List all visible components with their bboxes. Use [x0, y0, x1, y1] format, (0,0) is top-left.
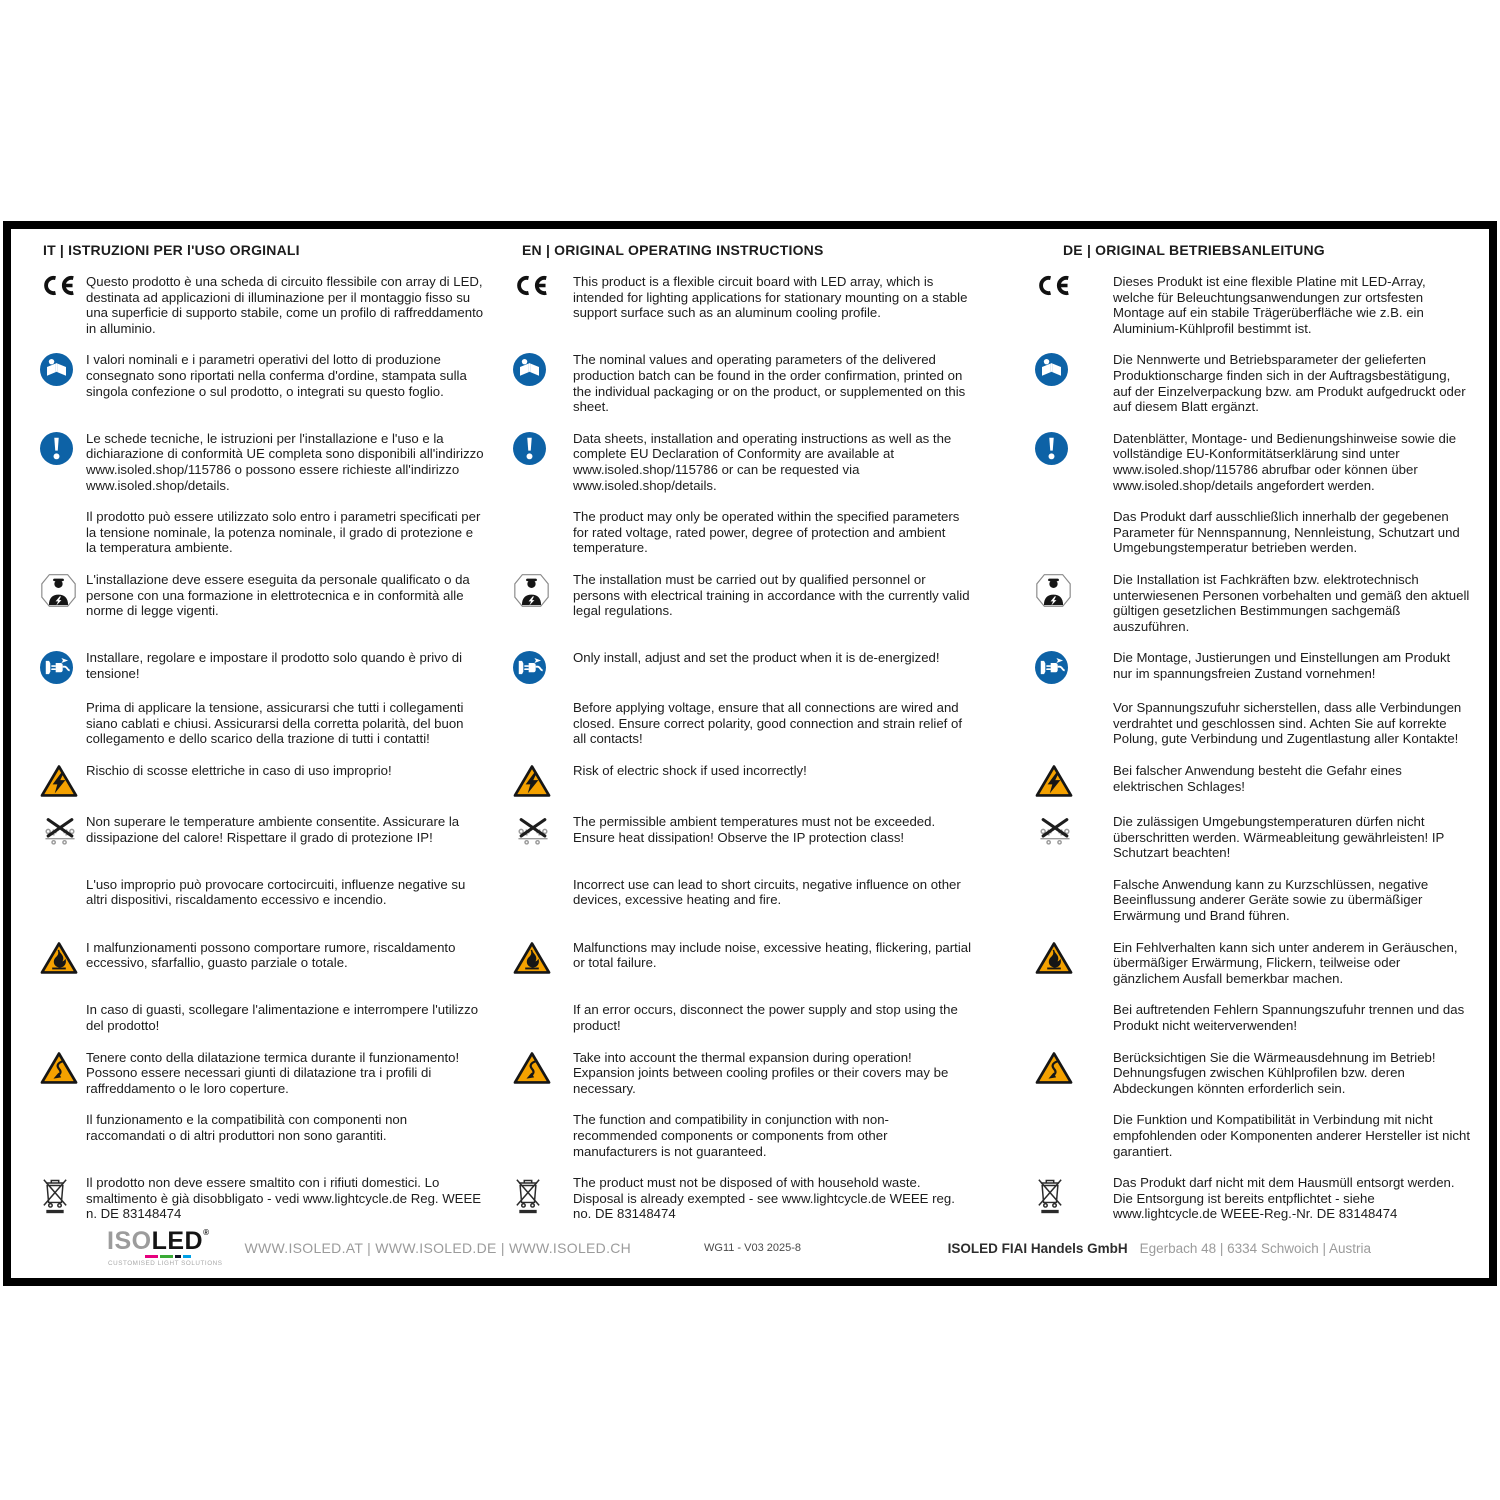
disconnect-plug-icon	[985, 650, 1113, 684]
paragraph-en: The product may only be operated within the specified parameters for rated voltage, rated power, degree of protection and ambient temperature.	[573, 509, 960, 556]
attention-icon	[985, 431, 1113, 493]
instructions-grid	[40, 242, 1470, 1222]
paragraph-de: Berücksichtigen Sie die Wärmeausdehnung im Betrieb! Dehnungsfugen zwischen Kühlprofilen bzw. deren Abdeckungen könnten erforderlich sein.	[1113, 1049, 1436, 1096]
fire-warning-icon	[40, 940, 86, 987]
column-header-it: IT | ISTRUZIONI PER l'USO ORGINALI	[43, 242, 300, 258]
paragraph-it: Il prodotto può essere utilizzato solo entro i parametri specificati per la tensione nominale, la potenza nominale, il grado di protezione e la temperatura ambiente.	[86, 509, 481, 556]
registered-mark: ®	[203, 1227, 210, 1237]
electric-shock-warning-icon	[513, 763, 573, 798]
icon-spacer	[40, 1112, 86, 1159]
document-number: WG11 - V03 2025-8	[704, 1242, 802, 1254]
isoled-logo	[107, 1226, 223, 1267]
paragraph-en: Only install, adjust and set the product when it is de-energized!	[573, 650, 940, 666]
ambient-temperature-icon	[40, 814, 86, 861]
paragraph-en: Take into account the thermal expansion during operation! Expansion joints between cooling profiles or their covers may be necessary.	[573, 1049, 949, 1096]
paragraph-it: L'uso improprio può provocare cortocircuiti, influenze negative su altri dispositivi, riscaldamento eccessivo e incendio.	[86, 876, 466, 908]
icon-spacer	[513, 1002, 573, 1033]
disconnect-plug-icon	[513, 650, 573, 684]
isoled-logo-wordmark	[107, 1226, 222, 1255]
paragraph-de: Falsche Anwendung kann zu Kurzschlüssen, negative Beeinflussung anderer Geräte sowie zu übermäßiger Erwärmung und Brand führen.	[1113, 876, 1429, 924]
weee-bin-icon	[513, 1175, 573, 1222]
thermal-expansion-warning-icon	[985, 1050, 1113, 1097]
paragraph-en: The permissible ambient temperatures must not be exceeded. Ensure heat dissipation! Observe the IP protection class!	[573, 814, 936, 845]
paragraph-en: Risk of electric shock if used incorrectly!	[573, 763, 807, 779]
ambient-temperature-icon	[985, 814, 1113, 861]
paragraph-it: Il prodotto non deve essere smaltito con i rifiuti domestici. Lo smaltimento è già disobbligato - vedi www.lightcycle.de Reg. WEEE n. DE 83148474	[86, 1175, 482, 1222]
paragraph-it: Installare, regolare e impostare il prodotto solo quando è privo di tensione!	[86, 650, 463, 681]
footer-websites: WWW.ISOLED.AT | WWW.ISOLED.DE | WWW.ISOLED.CH	[244, 1240, 632, 1256]
read-manual-icon	[985, 352, 1113, 414]
paragraph-en: The nominal values and operating parameters of the delivered production batch can be found in the order confirmation, printed on the individual packaging or on the product, or supplemented on this sheet.	[573, 352, 966, 415]
paragraph-it: Le schede tecniche, le istruzioni per l'installazione e l'uso e la dichiarazione di conformità UE completa sono disponibili all'indirizzo www.isoled.shop/115786 o possono essere richieste all'indirizzo www.isoled.shop/details.	[86, 430, 484, 493]
weee-bin-icon	[40, 1175, 86, 1222]
paragraph-it: L'installazione deve essere eseguita da personale qualificato o da persone con una formazione in elettrotecnica e in conformità alle norme di legge vigenti.	[86, 571, 470, 619]
paragraph-it: Prima di applicare la tensione, assicurarsi che tutti i collegamenti siano cablati e chiusi. Assicurarsi della corretta polarità, del buon collegamento e dello scarico della trazione di tutti i contatti!	[86, 700, 464, 747]
attention-icon	[40, 431, 86, 493]
paragraph-de: Die Nennwerte und Betriebsparameter der gelieferten Produktionscharge finden sich in der Auftragsbestätigung, auf der Einzelverpackung bzw. am Produkt aufgedruckt oder auf diesem Blatt ergänzt.	[1113, 352, 1466, 415]
paragraph-de: Ein Fehlverhalten kann sich unter anderem in Geräuschen, übermäßiger Erwärmung, Flickern, teilweise oder gänzlichem Ausfall bemerkbar machen.	[1113, 939, 1458, 986]
company-info	[948, 1241, 1371, 1256]
logo-subtitle: CUSTOMISED LIGHT SOLUTIONS	[108, 1259, 223, 1267]
company-address: Egerbach 48 | 6334 Schwoich | Austria	[1139, 1240, 1371, 1256]
paragraph-de: Vor Spannungszufuhr sicherstellen, dass alle Verbindungen verdrahtet und geschlossen sind. Achten Sie auf korrekte Polung, gute Verbindung und Zugentlastung aller Kontakte!	[1113, 700, 1462, 747]
electrician-icon	[40, 572, 86, 634]
paragraph-it: I malfunzionamenti possono comportare rumore, riscaldamento eccessivo, sfarfallio, guasto parziale o totale.	[86, 939, 456, 971]
icon-spacer	[985, 1112, 1113, 1159]
paragraph-en: Before applying voltage, ensure that all connections are wired and closed. Ensure correct polarity, good connection and strain relief of all contacts!	[573, 700, 962, 747]
icon-spacer	[40, 509, 86, 556]
paragraph-en: The function and compatibility in conjunction with non-recommended components or components from other manufacturers is not guaranteed.	[573, 1112, 889, 1159]
paragraph-de: Bei auftretenden Fehlern Spannungszufuhr trennen und das Produkt nicht weiterverwenden!	[1113, 1002, 1465, 1033]
logo-bar-blue	[183, 1255, 191, 1258]
paragraph-de: Das Produkt darf nicht mit dem Hausmüll entsorgt werden. Die Entsorgung ist bereits entpflichtet - siehe www.lightcycle.de WEEE-Reg.-Nr. DE 83148474	[1113, 1175, 1455, 1222]
logo-led-text: LED	[151, 1226, 204, 1255]
logo-bar-pink	[145, 1255, 158, 1258]
paragraph-de: Die Montage, Justierungen und Einstellungen am Produkt nur im spannungsfreien Zustand vornehmen!	[1113, 650, 1451, 681]
logo-iso-text: ISO	[107, 1226, 152, 1255]
paragraph-it: Questo prodotto è una scheda di circuito flessibile con array di LED, destinata ad applicazioni di illuminazione per il montaggio fisso su una superficie di supporto stabile, come un profilo di raffreddamento in alluminio.	[86, 274, 484, 336]
column-header-en: EN | ORIGINAL OPERATING INSTRUCTIONS	[522, 242, 824, 258]
read-manual-icon	[40, 352, 86, 414]
ce-mark-icon	[513, 274, 573, 336]
logo-bar-green	[160, 1255, 173, 1258]
paragraph-en: The product must not be disposed of with household waste. Disposal is already exempted - see www.lightcycle.de WEEE reg. no. DE 83148474	[573, 1175, 955, 1222]
ce-mark-icon	[40, 274, 86, 336]
thermal-expansion-warning-icon	[40, 1050, 86, 1097]
paragraph-en: Malfunctions may include noise, excessive heating, flickering, partial or total failure.	[573, 939, 972, 971]
paragraph-en: If an error occurs, disconnect the power supply and stop using the product!	[573, 1002, 958, 1033]
weee-bin-icon	[985, 1175, 1113, 1222]
disconnect-plug-icon	[40, 650, 86, 684]
page-frame	[3, 221, 1497, 1286]
icon-spacer	[985, 700, 1113, 747]
fire-warning-icon	[985, 940, 1113, 987]
paragraph-de: Das Produkt darf ausschließlich innerhalb der gegebenen Parameter für Nennspannung, Nennleistung, Schutzart und Umgebungstemperatur betrieben werden.	[1113, 509, 1460, 556]
icon-spacer	[513, 877, 573, 924]
electric-shock-warning-icon	[40, 763, 86, 798]
icon-spacer	[985, 877, 1113, 924]
column-header-de: DE | ORIGINAL BETRIEBSANLEITUNG	[1063, 242, 1325, 258]
paragraph-de: Die Funktion und Kompatibilität in Verbindung mit nicht empfohlenden oder Komponenten anderer Hersteller ist nicht garantiert.	[1113, 1112, 1471, 1159]
attention-icon	[513, 431, 573, 493]
icon-spacer	[40, 1002, 86, 1033]
paragraph-it: In caso di guasti, scollegare l'alimentazione e interrompere l'utilizzo del prodotto!	[86, 1002, 479, 1033]
paragraph-it: Non superare le temperature ambiente consentite. Assicurare la dissipazione del calore! Rispettare il grado di protezione IP!	[86, 814, 460, 845]
read-manual-icon	[513, 352, 573, 414]
electrician-icon	[513, 572, 573, 634]
icon-spacer	[513, 1112, 573, 1159]
company-name: ISOLED FIAI Handels GmbH	[947, 1240, 1128, 1256]
ambient-temperature-icon	[513, 814, 573, 861]
paragraph-it: Tenere conto della dilatazione termica durante il funzionamento! Possono essere necessari giunti di dilatazione tra i profili di raffreddamento o le loro coperture.	[86, 1049, 460, 1096]
icon-spacer	[513, 509, 573, 556]
footer	[107, 1224, 1371, 1272]
icon-spacer	[513, 700, 573, 747]
paragraph-en: Data sheets, installation and operating instructions as well as the complete EU Declaration of Conformity are available at www.isoled.shop/115786 or can be requested via www.isoled.shop/details.	[573, 430, 952, 493]
paragraph-it: Rischio di scosse elettriche in caso di uso improprio!	[86, 763, 392, 779]
paragraph-en: Incorrect use can lead to short circuits, negative influence on other devices, excessive heating and fire.	[573, 876, 961, 908]
icon-spacer	[985, 1002, 1113, 1033]
paragraph-de: Bei falscher Anwendung besteht die Gefahr eines elektrischen Schlages!	[1113, 763, 1402, 794]
logo-bar-dark	[175, 1255, 181, 1258]
icon-spacer	[40, 700, 86, 747]
logo-color-bars	[145, 1255, 222, 1258]
fire-warning-icon	[513, 940, 573, 987]
paragraph-it: Il funzionamento e la compatibilità con componenti non raccomandati o di altri produttori non sono garantiti.	[86, 1112, 408, 1143]
paragraph-en: This product is a flexible circuit board with LED array, which is intended for lighting applications for stationary mounting on a stable support surface such as an aluminum cooling profile.	[573, 274, 968, 321]
paragraph-de: Die zulässigen Umgebungstemperaturen dürfen nicht überschritten werden. Wärmeableitung gewährleisten! IP Schutzart beachten!	[1113, 814, 1445, 861]
ce-mark-icon	[985, 274, 1113, 336]
icon-spacer	[40, 877, 86, 924]
thermal-expansion-warning-icon	[513, 1050, 573, 1097]
electrician-icon	[985, 572, 1113, 634]
paragraph-en: The installation must be carried out by qualified personnel or persons with electrical training in accordance with the currently valid legal regulations.	[573, 571, 970, 619]
paragraph-de: Die Installation ist Fachkräften bzw. elektrotechnisch unterwiesenen Personen vorbehalten und gemäß den aktuell gültigen gesetzlichen Bestimmungen sachgemäß auszuführen.	[1113, 571, 1470, 634]
icon-spacer	[985, 509, 1113, 556]
paragraph-de: Dieses Produkt ist eine flexible Platine mit LED-Array, welche für Beleuchtungsanwendungen zur ortsfesten Montage auf ein stabile Trägerüberfläche wie z.B. ein Aluminium-Kühlprofil bestimmt ist.	[1113, 274, 1426, 336]
paragraph-it: I valori nominali e i parametri operativi del lotto di produzione consegnato sono riportati nella conferma d'ordine, stampata sulla singola confezione o sul prodotto, o integrati su questo foglio.	[86, 352, 467, 399]
electric-shock-warning-icon	[985, 763, 1113, 798]
paragraph-de: Datenblätter, Montage- und Bedienungshinweise sowie die vollständige EU-Konformitätserklärung sind unter www.isoled.shop/115786 abrufbar oder können über www.isoled.shop/details angefordert werden.	[1113, 430, 1457, 493]
